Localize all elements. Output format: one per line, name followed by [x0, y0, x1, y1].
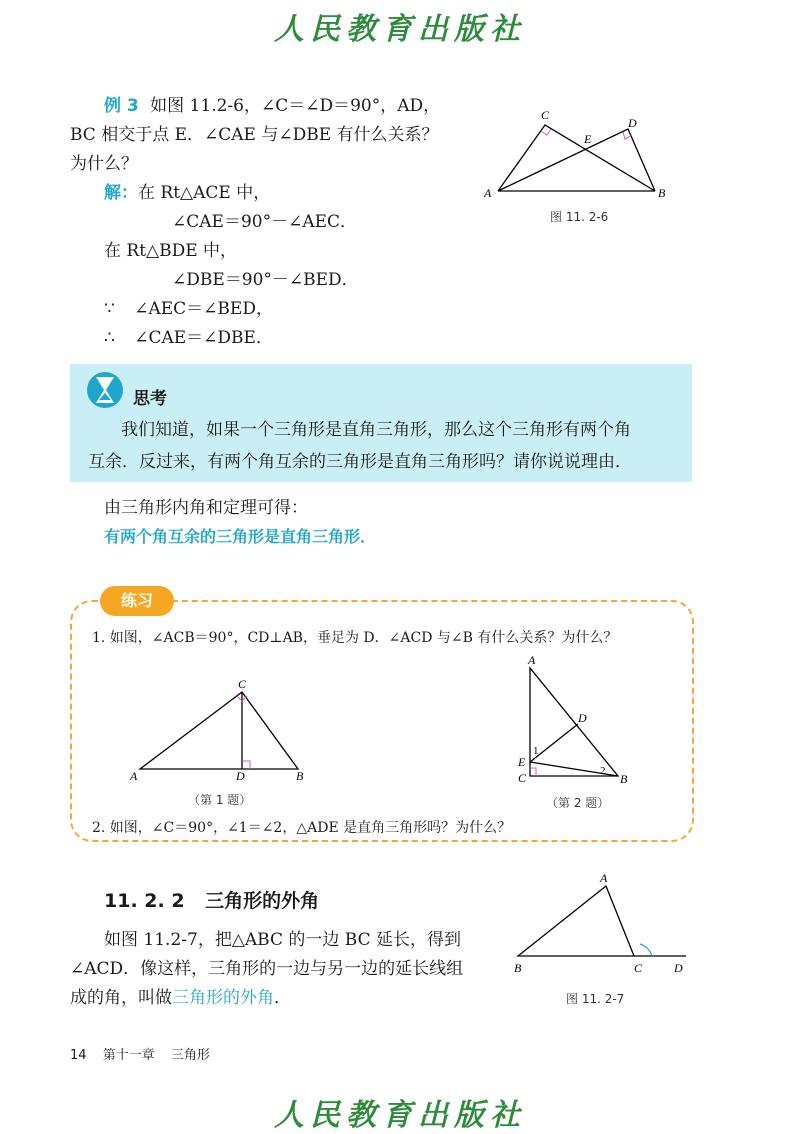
figure-11-2-6-caption: 图 11. 2-6: [550, 210, 609, 224]
solution-line2: ∠CAE＝90°－∠AEC．: [172, 212, 358, 232]
section-p3-pre: 成的角，叫做: [70, 988, 172, 1008]
figure-11-2-7: [508, 868, 698, 978]
section-heading: [104, 886, 319, 913]
think-title: 思考: [133, 389, 167, 409]
triangle-ABC: [140, 692, 298, 769]
practice-figure-1: [128, 674, 318, 786]
solution-line6: [104, 324, 273, 352]
label-B: B: [514, 961, 522, 975]
because-symbol: ∵: [104, 299, 115, 319]
label-A: A: [600, 871, 608, 885]
label-C: C: [634, 961, 643, 975]
practice-q2: 2. 如图，∠C＝90°，∠1＝∠2，△ADE 是直角三角形吗？为什么？: [92, 820, 512, 836]
page-number: 14: [70, 1048, 87, 1063]
solution-label: 解：: [104, 183, 138, 203]
publisher-logo-top: 人民教育出版社: [274, 12, 526, 47]
publisher-logo-bottom: 人民教育出版社: [274, 1098, 526, 1133]
chapter-title: 三角形: [170, 1048, 210, 1063]
exterior-angle-arc: [640, 944, 652, 956]
solution-line3: 在 Rt△BDE 中，: [104, 241, 238, 261]
label-B: B: [620, 772, 628, 786]
label-C: C: [238, 677, 247, 691]
angle-label-2: 2: [600, 765, 606, 777]
label-D: D: [236, 769, 245, 783]
conclusion-statement: 有两个角互余的三角形是直角三角形．: [104, 527, 377, 546]
page-footer: [70, 1044, 210, 1063]
section-p2: ∠ACD．像这样，三角形的一边与另一边的延长线组: [70, 959, 464, 979]
label-A: A: [484, 186, 492, 200]
solution-text6: ∠CAE＝∠DBE．: [134, 328, 273, 348]
label-C: C: [518, 771, 527, 785]
section-p3-post: ．: [274, 988, 291, 1008]
practice-label: 练习: [100, 586, 174, 616]
label-B: B: [296, 769, 304, 783]
section-title: 三角形的外角: [205, 890, 320, 912]
chapter-label: 第十一章: [102, 1048, 155, 1063]
practice-q1: 1. 如图，∠ACB＝90°，CD⊥AB，垂足为 D．∠ACD 与∠B 有什么关系？为什么？: [92, 630, 618, 646]
think-line2: 互余．反过来，有两个角互余的三角形是直角三角形吗？请你说说理由．: [88, 452, 632, 472]
solution-text5: ∠AEC＝∠BED，: [134, 299, 273, 319]
right-angle-mark-C: [541, 129, 551, 135]
think-line1: 我们知道，如果一个三角形是直角三角形，那么这个三角形有两个角: [121, 420, 631, 440]
solution-line1: [104, 179, 270, 207]
label-D: D: [628, 116, 637, 130]
conclusion-intro: 由三角形内角和定理可得：: [104, 498, 308, 518]
example3-line1: [104, 92, 440, 120]
figure-11-2-7-caption: 图 11. 2-7: [566, 992, 625, 1006]
label-E: E: [518, 755, 526, 769]
section-p3: [70, 984, 291, 1012]
right-angle-mark-D: [242, 761, 250, 769]
triangle-ADB: [498, 129, 655, 191]
solution-text1: 在 Rt△ACE 中，: [138, 183, 271, 203]
solution-line4: ∠DBE＝90°－∠BED．: [172, 270, 359, 290]
section-number: 11. 2. 2: [104, 890, 185, 912]
practice-figure-2: [512, 652, 642, 792]
therefore-symbol: ∴: [104, 328, 115, 348]
label-E: E: [584, 132, 592, 146]
label-A: A: [528, 653, 536, 667]
right-angle-mark-C: [530, 768, 536, 776]
label-D: D: [674, 961, 683, 975]
triangle-ACB: [498, 125, 655, 191]
example3-label: 例 3: [104, 96, 139, 116]
practice-fig2-caption: （第 2 题）: [546, 796, 610, 810]
triangle-ACB: [530, 668, 618, 776]
solution-line5: [104, 295, 273, 323]
example3-text1: 如图 11.2-6，∠C＝∠D＝90°，AD，: [150, 96, 441, 116]
section-p1: 如图 11.2-7，把△ABC 的一边 BC 延长，得到: [104, 930, 462, 950]
example3-line3: 为什么？: [70, 154, 138, 174]
label-C: C: [541, 108, 550, 122]
figure-11-2-6: [480, 105, 680, 205]
exterior-angle-term: 三角形的外角: [172, 988, 274, 1008]
label-A: A: [130, 769, 138, 783]
label-B: B: [658, 186, 666, 200]
practice-fig1-caption: （第 1 题）: [188, 793, 252, 807]
angle-label-1: 1: [533, 745, 539, 757]
label-D: D: [578, 711, 587, 725]
triangle-ABC: [518, 886, 634, 956]
example3-line2: BC 相交于点 E．∠CAE 与∠DBE 有什么关系？: [70, 125, 439, 145]
hourglass-icon: [86, 368, 124, 412]
